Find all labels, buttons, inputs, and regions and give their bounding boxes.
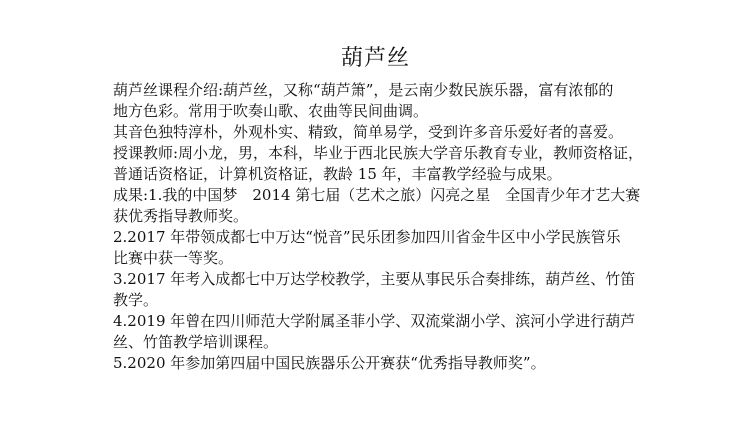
text-line: 获优秀指导教师奖。 bbox=[113, 207, 249, 225]
document-body bbox=[113, 80, 643, 374]
text-line: 4.2019 年曾在四川师范大学附属圣菲小学、双流棠湖小学、滨河小学进行葫芦 bbox=[113, 312, 636, 330]
text-line: 2.2017 年带领成都七中万达“悦音”民乐团参加四川省金牛区中小学民族管乐 bbox=[113, 228, 621, 246]
text-line: 葫芦丝课程介绍:葫芦丝，又称“葫芦箫”，是云南少数民族乐器，富有浓郁的 bbox=[113, 81, 614, 99]
text-line: 3.2017 年考入成都七中万达学校教学，主要从事民乐合奏排练，葫芦丝、竹笛 bbox=[113, 270, 636, 288]
text-line: 成果:1.我的中国梦 2014 第七届（艺术之旅）闪亮之星 全国青少年才艺大赛 bbox=[113, 186, 641, 204]
text-line: 授课教师:周小龙，男，本科，毕业于西北民族大学音乐教育专业，教师资格证， bbox=[113, 144, 644, 162]
text-line: 其音色独特淳朴，外观朴实、精致，简单易学，受到许多音乐爱好者的喜爱。 bbox=[113, 123, 624, 141]
text-line: 教学。 bbox=[113, 291, 159, 309]
document-title: 葫芦丝 bbox=[340, 46, 410, 71]
text-line: 普通话资格证，计算机资格证，教龄 15 年，丰富教学经验与成果。 bbox=[113, 165, 562, 183]
text-line: 比赛中获一等奖。 bbox=[113, 249, 234, 267]
text-line: 丝、竹笛教学培训课程。 bbox=[113, 333, 279, 351]
text-line: 5.2020 年参加第四届中国民族器乐公开赛获“优秀指导教师奖”。 bbox=[113, 354, 546, 372]
text-line: 地方色彩。常用于吹奏山歌、农曲等民间曲调。 bbox=[113, 102, 429, 120]
